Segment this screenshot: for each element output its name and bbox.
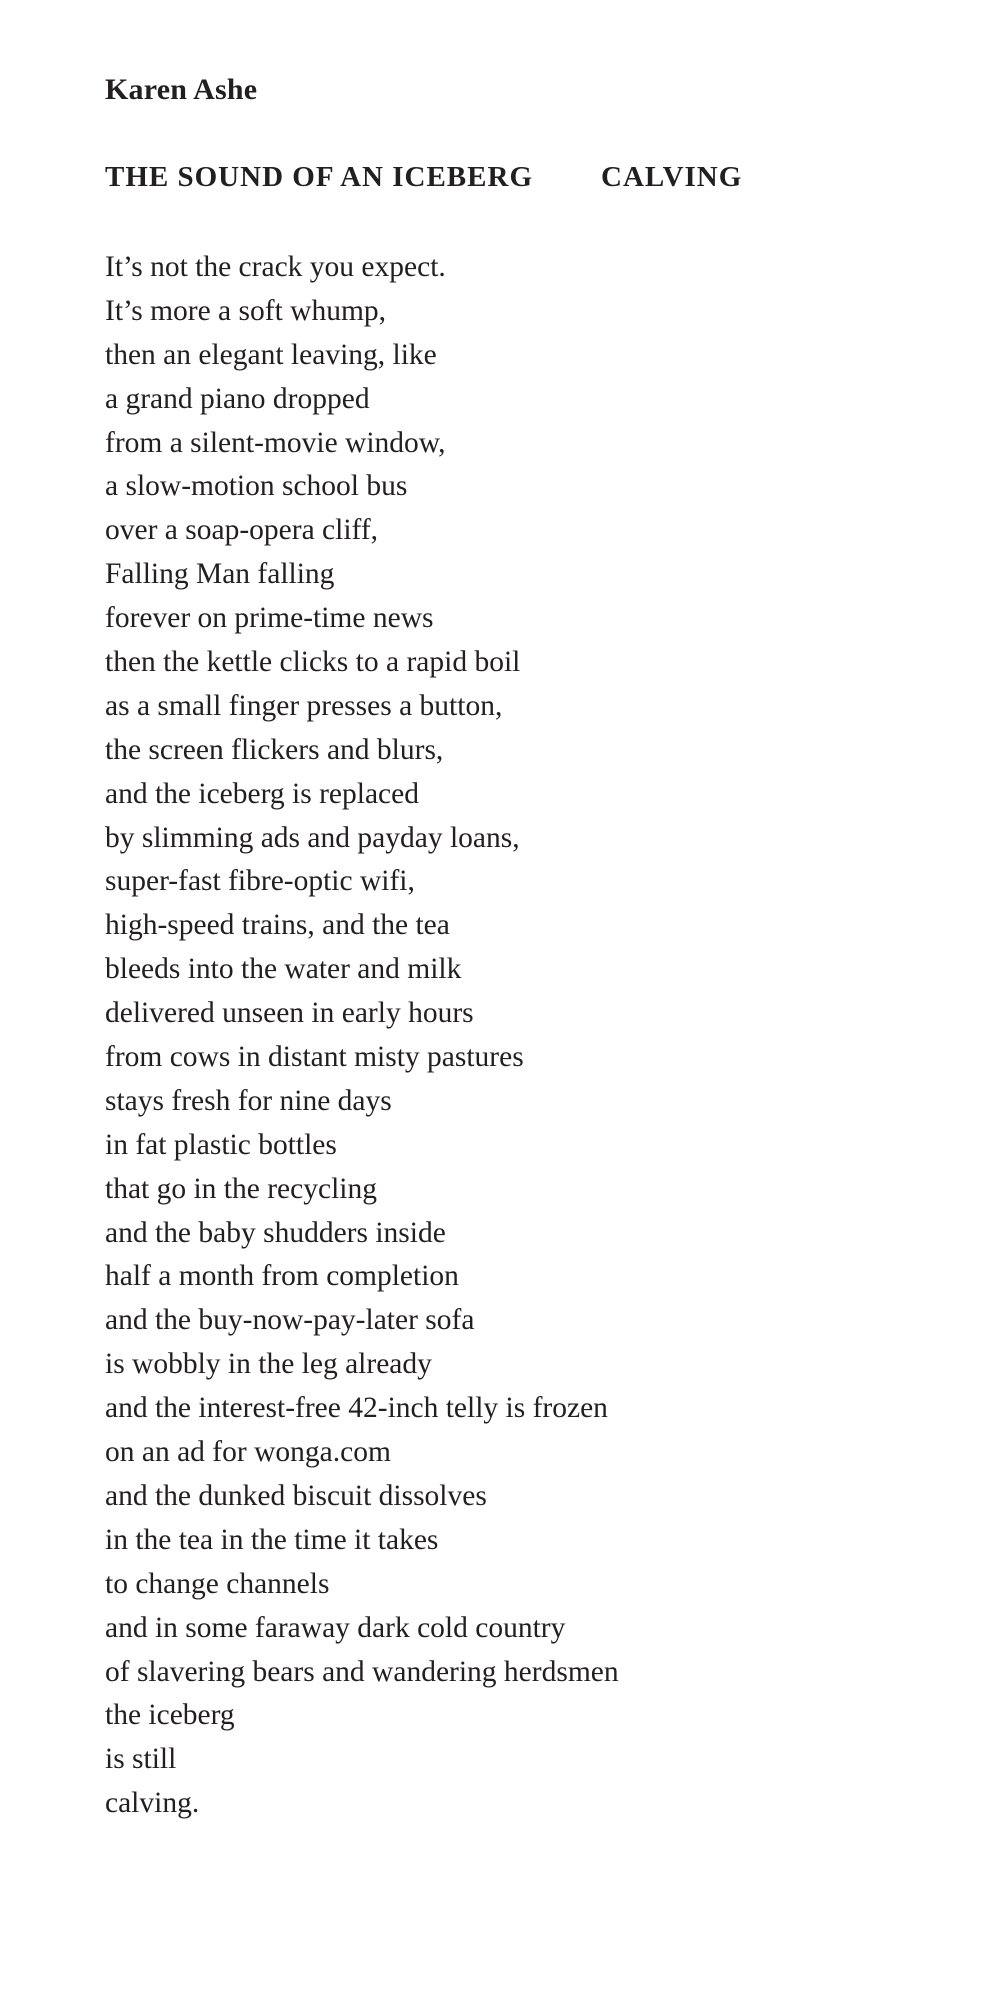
poem-title-part-1: THE SOUND OF AN ICEBERG [105, 161, 533, 193]
poem-line: in the tea in the time it takes [105, 1523, 439, 1556]
poem-line: from cows in distant misty pastures [105, 1041, 524, 1074]
poem-body [105, 246, 619, 1826]
poem-line: bleeds into the water and milk [105, 953, 462, 986]
poem-line: half a month from completion [105, 1260, 459, 1293]
poem-line: over a soap-opera cliff, [105, 514, 379, 547]
poem-line: to change channels [105, 1567, 330, 1600]
poem-line: high-speed trains, and the tea [105, 909, 450, 942]
poem-line: is still [105, 1743, 177, 1776]
poem-line: the screen flickers and blurs, [105, 733, 444, 766]
poem-line: a slow-motion school bus [105, 470, 408, 503]
poem-line: then the kettle clicks to a rapid boil [105, 646, 521, 679]
poem-line: stays fresh for nine days [105, 1084, 392, 1117]
poem-line: by slimming ads and payday loans, [105, 821, 520, 854]
poem-line: delivered unseen in early hours [105, 997, 474, 1030]
poem-line: the iceberg [105, 1699, 235, 1732]
poem-line: calving. [105, 1787, 200, 1820]
poem-line: as a small finger presses a button, [105, 689, 503, 722]
poem-line: Falling Man falling [105, 558, 335, 591]
poem-line: super-fast fibre-optic wifi, [105, 865, 415, 898]
poem-line: is wobbly in the leg already [105, 1348, 432, 1381]
poem-line: of slavering bears and wandering herdsmen [105, 1655, 619, 1688]
poem-line: It’s more a soft whump, [105, 294, 387, 327]
poem-line: and the dunked biscuit dissolves [105, 1479, 487, 1512]
poem-line: in fat plastic bottles [105, 1128, 337, 1161]
poem-line: and the interest-free 42-inch telly is frozen [105, 1392, 608, 1425]
poem-line: It’s not the crack you expect. [105, 251, 446, 283]
poem-line: forever on prime-time news [105, 602, 434, 635]
poem-line: and in some faraway dark cold country [105, 1611, 566, 1644]
poem-line: from a silent-movie window, [105, 426, 446, 459]
poem-title [105, 157, 742, 197]
poem-line: and the iceberg is replaced [105, 777, 419, 810]
poem-title-part-2: CALVING [601, 161, 743, 193]
poem-line: a grand piano dropped [105, 382, 370, 415]
poem-line: and the buy-now-pay-later sofa [105, 1304, 475, 1337]
poem-line: that go in the recycling [105, 1172, 377, 1205]
poem-line: then an elegant leaving, like [105, 338, 437, 371]
author-name: Karen Ashe [105, 73, 258, 106]
poem-line: and the baby shudders inside [105, 1216, 446, 1249]
poem-line: on an ad for wonga.com [105, 1436, 391, 1469]
